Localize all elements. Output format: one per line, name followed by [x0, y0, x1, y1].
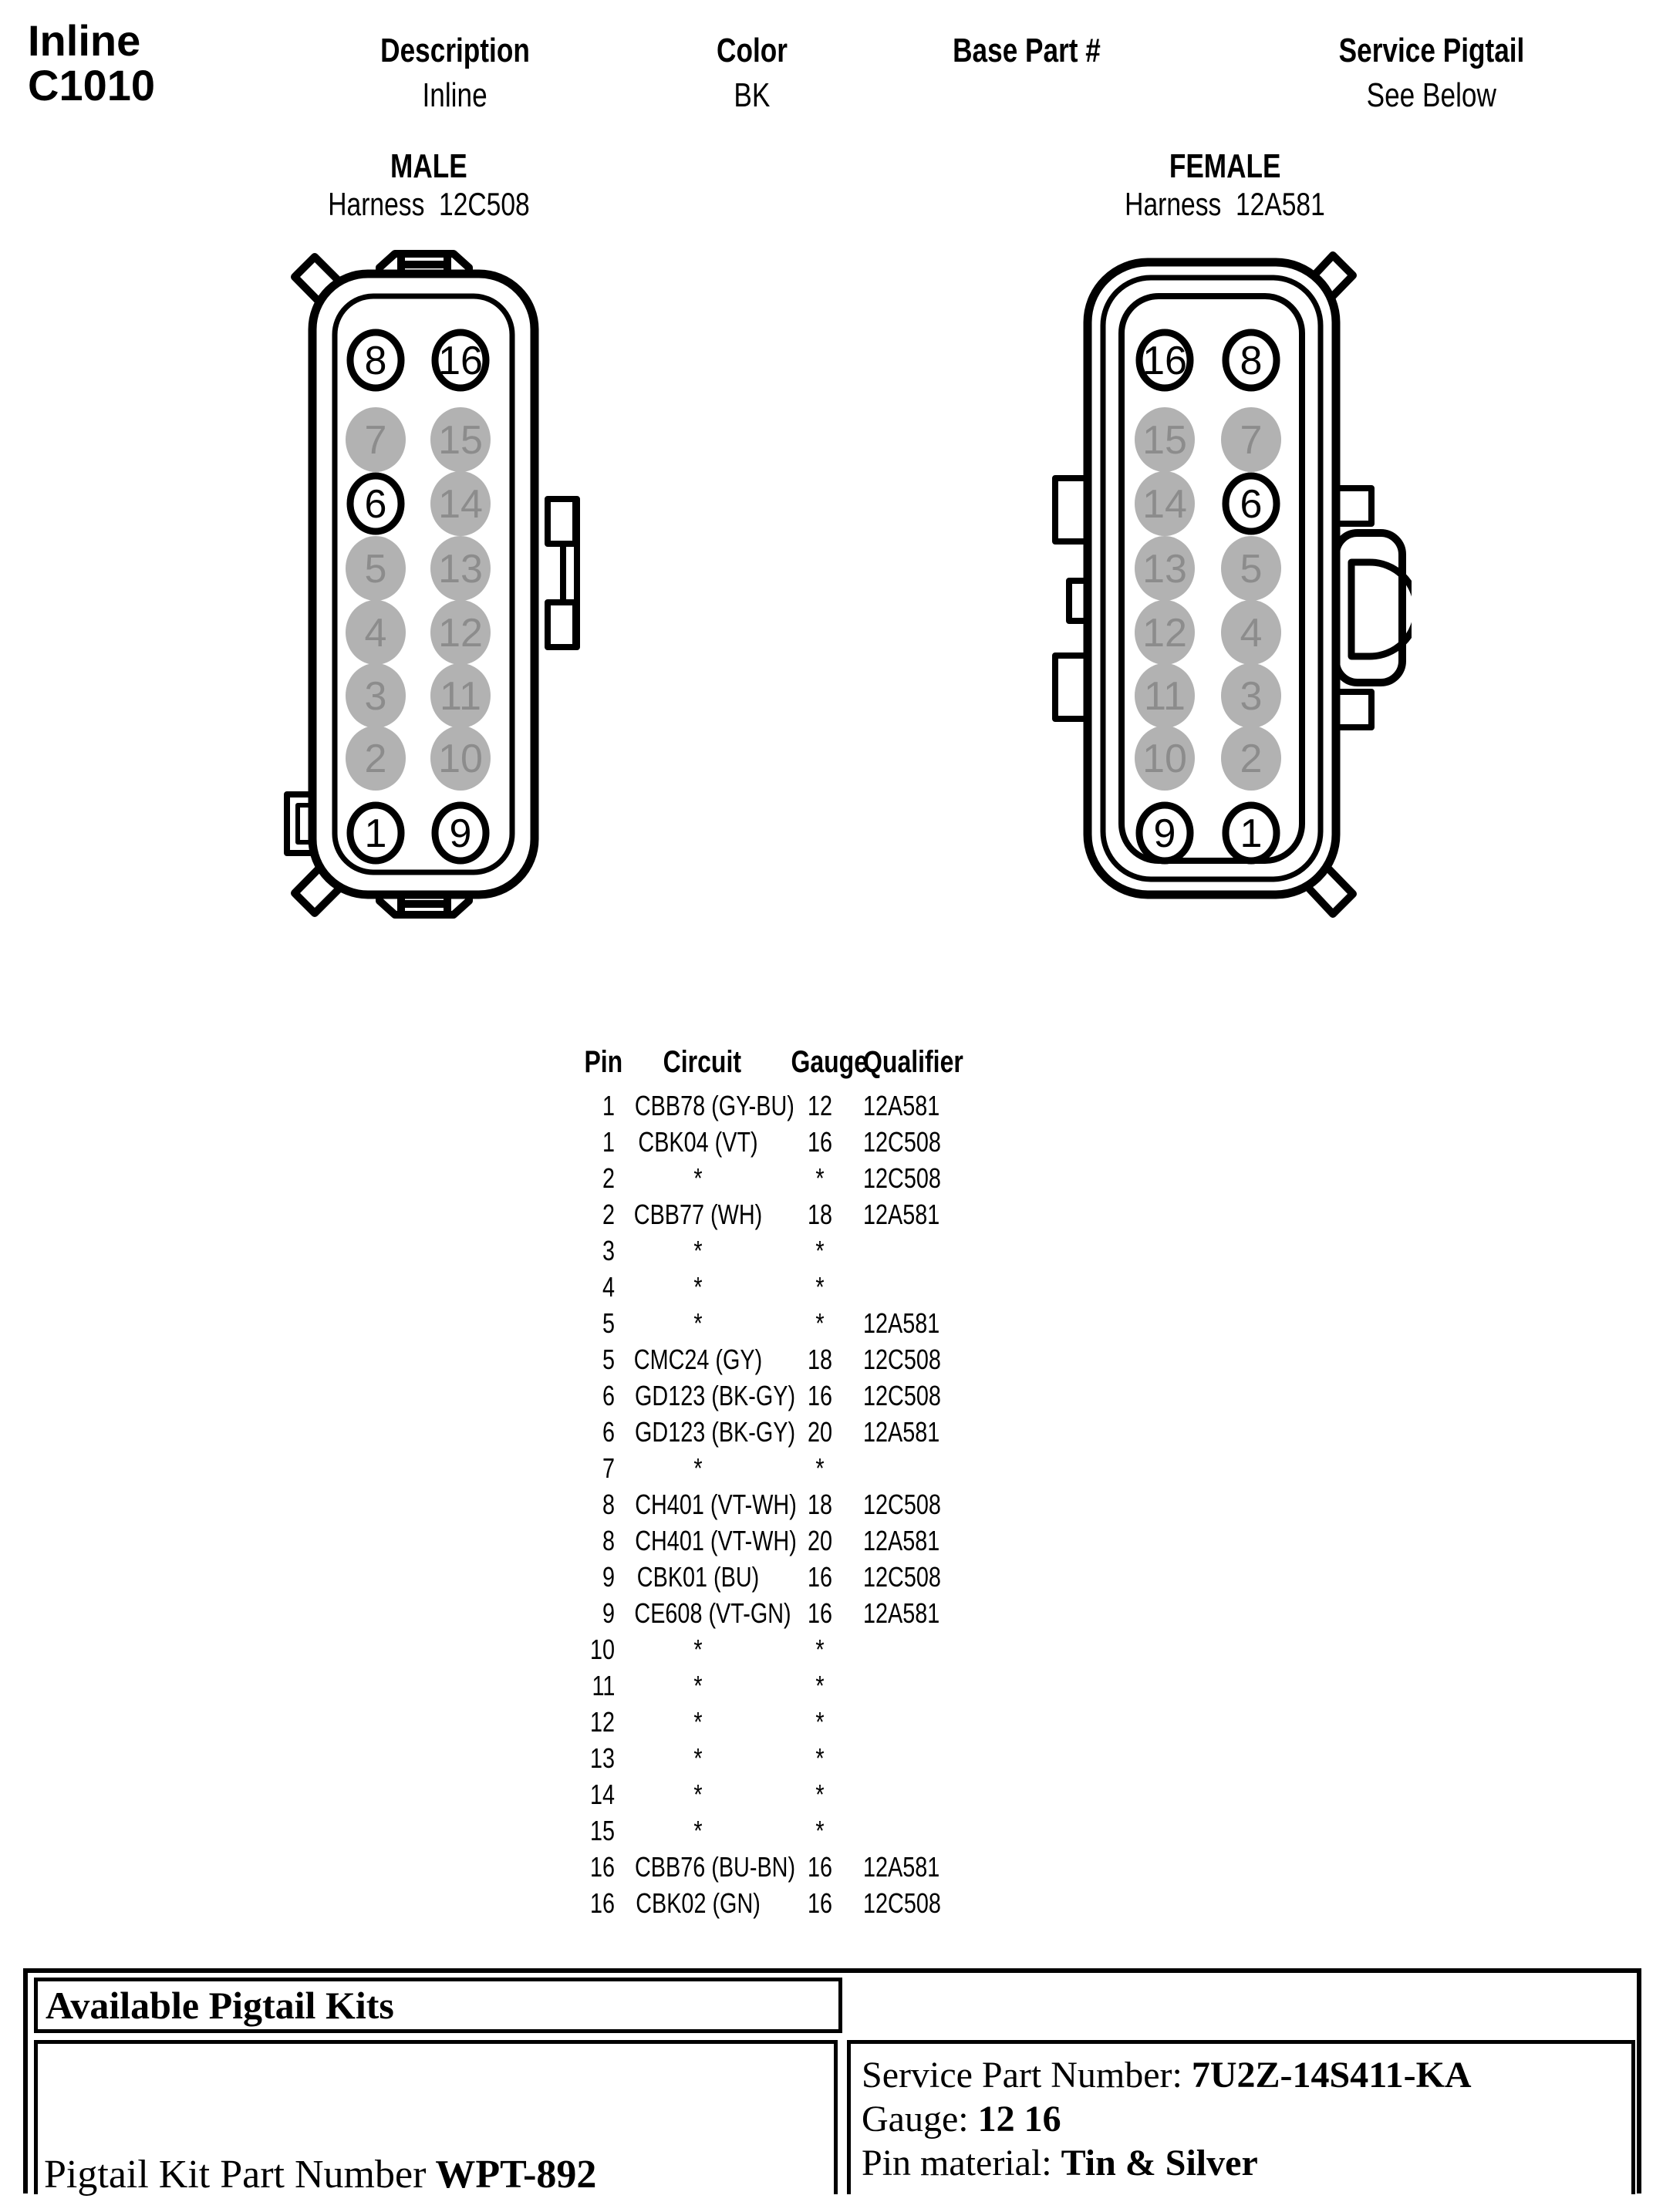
pin-number-8: 8: [1240, 339, 1263, 384]
table-row: [571, 1414, 1033, 1450]
cell-circuit: *: [693, 1742, 703, 1774]
pin-number-15: 15: [1142, 418, 1187, 464]
table-row: [571, 1595, 1033, 1631]
cell-gauge: 18: [807, 1198, 833, 1230]
service-pigtail-label: Service Pigtail: [1338, 32, 1525, 69]
cell-qualifier: [858, 1634, 1033, 1666]
page-title: [28, 16, 156, 110]
female-side-step-lower: [1336, 692, 1371, 727]
cell-qualifier: 12C508: [863, 1560, 941, 1593]
cell-pin: 8: [602, 1488, 615, 1520]
cell-circuit: *: [693, 1270, 703, 1303]
cell-qualifier: 12A581: [863, 1089, 940, 1121]
male-heading: [303, 148, 555, 222]
cell-qualifier: 12C508: [863, 1379, 941, 1411]
cell-circuit: GD123 (BK-GY): [635, 1379, 796, 1411]
pin-number-10: 10: [1142, 737, 1187, 782]
table-row: [571, 1849, 1033, 1885]
cell-gauge: 20: [807, 1524, 833, 1556]
cell-gauge: *: [815, 1452, 825, 1484]
cell-circuit: CBB76 (BU-BN): [635, 1850, 796, 1883]
pin-number-5: 5: [364, 547, 387, 592]
cell-qualifier: [858, 1706, 1033, 1738]
cell-pin: 15: [589, 1814, 615, 1846]
pigtail-kits-header: Available Pigtail Kits: [46, 1984, 394, 2027]
table-row: [571, 1087, 1033, 1124]
pin-number-4: 4: [364, 611, 387, 656]
base-part-value: [934, 76, 1119, 116]
pin-number-11: 11: [440, 674, 481, 720]
male-side-tab-right-upper: [548, 499, 575, 544]
cell-qualifier: [858, 1742, 1033, 1775]
cell-circuit: CMC24 (GY): [633, 1343, 763, 1375]
table-row: [571, 1885, 1033, 1921]
cell-qualifier: 12C508: [863, 1887, 941, 1919]
cell-pin: 6: [602, 1415, 615, 1448]
pin-number-1: 1: [364, 811, 387, 857]
cell-circuit: CE608 (VT-GN): [634, 1597, 791, 1629]
cell-pin: 6: [602, 1379, 615, 1411]
header-qualifier: Qualifier: [863, 1044, 963, 1079]
connector-number: C1010: [28, 61, 156, 110]
info-column-color: [708, 31, 797, 116]
cell-gauge: *: [815, 1778, 825, 1810]
service-part-number-line: [862, 2053, 1631, 2097]
pin-number-9: 9: [1153, 811, 1176, 857]
table-row: [571, 1450, 1033, 1486]
table-row: [571, 1196, 1033, 1232]
cell-gauge: *: [815, 1162, 825, 1194]
table-row: [571, 1269, 1033, 1305]
pigtail-kit-line: [44, 2152, 596, 2197]
female-side-bracket: [1336, 533, 1402, 683]
cell-gauge: 16: [807, 1560, 833, 1593]
pin-number-2: 2: [1240, 737, 1263, 782]
pin-number-2: 2: [364, 737, 387, 782]
cell-qualifier: [858, 1452, 1033, 1485]
description-label: Description: [380, 32, 530, 69]
table-row: [571, 1522, 1033, 1559]
cell-circuit: GD123 (BK-GY): [635, 1415, 796, 1448]
gauge-label: Gauge:: [862, 2099, 969, 2140]
table-row: [571, 1160, 1033, 1196]
info-column-description: [362, 31, 548, 116]
table-row: [571, 1232, 1033, 1269]
pin-number-9: 9: [449, 811, 472, 857]
cell-circuit: CBK04 (VT): [638, 1125, 758, 1158]
cell-gauge: 16: [807, 1887, 833, 1919]
pin-number-16: 16: [438, 339, 483, 384]
pin-number-6: 6: [1240, 482, 1263, 528]
male-side-tab-right-lower: [548, 602, 575, 647]
pin-number-12: 12: [438, 611, 483, 656]
cell-pin: 2: [602, 1198, 615, 1230]
pin-number-1: 1: [1240, 811, 1263, 857]
pin-number-12: 12: [1142, 611, 1187, 656]
cell-circuit: CBB77 (WH): [633, 1198, 763, 1230]
cell-pin: 9: [602, 1560, 615, 1593]
female-connector-diagram: [1041, 235, 1412, 937]
table-row: [571, 1559, 1033, 1595]
cell-pin: 8: [602, 1524, 615, 1556]
table-row: [571, 1341, 1033, 1377]
cell-qualifier: [858, 1815, 1033, 1847]
cell-circuit: CH401 (VT-WH): [635, 1488, 797, 1520]
table-row: [571, 1377, 1033, 1414]
cell-pin: 7: [602, 1452, 615, 1484]
cell-circuit: *: [693, 1814, 703, 1846]
info-column-service-pigtail: [1316, 31, 1548, 116]
table-row: [571, 1124, 1033, 1160]
cell-pin: 2: [602, 1162, 615, 1194]
male-gender-label: MALE: [390, 147, 467, 185]
female-harness-label: Harness 12A581: [1125, 186, 1325, 222]
cell-qualifier: 12C508: [863, 1125, 941, 1158]
female-heading: [1100, 148, 1351, 222]
header-gauge: Gauge: [791, 1044, 869, 1079]
table-row: [571, 1305, 1033, 1341]
cell-qualifier: [858, 1271, 1033, 1303]
cell-gauge: 18: [807, 1488, 833, 1520]
male-harness-label: Harness 12C508: [328, 186, 530, 222]
pin-table: [571, 1087, 1033, 1921]
cell-circuit: CH401 (VT-WH): [635, 1524, 797, 1556]
table-row: [571, 1776, 1033, 1812]
info-column-base-part: [934, 31, 1119, 116]
cell-gauge: *: [815, 1705, 825, 1738]
cell-qualifier: 12A581: [863, 1198, 940, 1230]
table-row: [571, 1740, 1033, 1776]
cell-pin: 12: [589, 1705, 615, 1738]
cell-circuit: CBB78 (GY-BU): [634, 1089, 794, 1121]
cell-circuit: *: [693, 1307, 703, 1339]
cell-qualifier: 12A581: [863, 1850, 940, 1883]
cell-gauge: *: [815, 1633, 825, 1665]
pin-number-7: 7: [1240, 418, 1263, 464]
cell-circuit: *: [693, 1778, 703, 1810]
cell-qualifier: 12C508: [863, 1343, 941, 1375]
cell-pin: 1: [602, 1089, 615, 1121]
pin-number-13: 13: [1142, 547, 1187, 592]
color-label: Color: [717, 32, 788, 69]
cell-pin: 5: [602, 1307, 615, 1339]
cell-gauge: 12: [807, 1089, 833, 1121]
cell-qualifier: 12C508: [863, 1162, 941, 1194]
pin-number-10: 10: [438, 737, 483, 782]
cell-pin: 11: [592, 1669, 615, 1701]
service-part-number-value: 7U2Z-14S411-KA: [1191, 2055, 1472, 2096]
cell-circuit: *: [693, 1162, 703, 1194]
male-connector-diagram: [278, 235, 586, 937]
pin-number-7: 7: [364, 418, 387, 464]
female-shell-outline: [1088, 262, 1336, 895]
cell-pin: 16: [589, 1850, 615, 1883]
pin-number-14: 14: [1142, 482, 1187, 528]
description-value: Inline: [422, 76, 488, 114]
cell-gauge: *: [815, 1234, 825, 1266]
cell-pin: 14: [589, 1778, 615, 1810]
cell-pin: 5: [602, 1343, 615, 1375]
cell-pin: 9: [602, 1597, 615, 1629]
cell-circuit: *: [693, 1452, 703, 1484]
pin-material-line: [862, 2141, 1631, 2185]
pin-table-header: [571, 1043, 1033, 1081]
pigtail-kit-cell: [34, 2040, 838, 2197]
pin-material-label: Pin material:: [862, 2143, 1052, 2183]
pin-number-15: 15: [438, 418, 483, 464]
color-value: BK: [734, 76, 771, 114]
table-row: [571, 1631, 1033, 1667]
base-part-label: Base Part #: [953, 32, 1101, 69]
pin-number-16: 16: [1142, 339, 1187, 384]
cell-qualifier: 12C508: [863, 1488, 941, 1520]
table-row: [571, 1486, 1033, 1522]
pin-number-4: 4: [1240, 611, 1263, 656]
cell-pin: 13: [589, 1742, 615, 1774]
cell-gauge: *: [815, 1669, 825, 1701]
table-row: [571, 1704, 1033, 1740]
cell-qualifier: 12A581: [863, 1415, 940, 1448]
pin-number-5: 5: [1240, 547, 1263, 592]
pin-number-14: 14: [438, 482, 483, 528]
gauge-line: [862, 2097, 1631, 2141]
pin-number-3: 3: [1240, 674, 1263, 720]
cell-pin: 1: [602, 1125, 615, 1158]
cell-qualifier: [858, 1670, 1033, 1702]
cell-circuit: CBK01 (BU): [636, 1560, 760, 1593]
cell-gauge: 16: [807, 1597, 833, 1629]
cell-pin: 16: [589, 1887, 615, 1919]
cell-circuit: CBK02 (GN): [636, 1887, 761, 1919]
cell-circuit: *: [693, 1705, 703, 1738]
cell-circuit: *: [693, 1234, 703, 1266]
female-gender-label: FEMALE: [1169, 147, 1281, 185]
cell-gauge: 20: [807, 1415, 833, 1448]
cell-circuit: *: [693, 1633, 703, 1665]
pigtail-kits-header-box: [34, 1978, 842, 2033]
cell-gauge: *: [815, 1270, 825, 1303]
cell-gauge: 16: [807, 1125, 833, 1158]
header-circuit: Circuit: [663, 1044, 741, 1079]
header-pin: Pin: [584, 1044, 622, 1079]
table-row: [571, 1812, 1033, 1849]
cell-circuit: *: [693, 1669, 703, 1701]
pin-number-3: 3: [364, 674, 387, 720]
pin-number-6: 6: [364, 482, 387, 528]
cell-gauge: *: [815, 1814, 825, 1846]
cell-qualifier: 12A581: [863, 1307, 940, 1339]
cell-gauge: *: [815, 1307, 825, 1339]
cell-pin: 3: [602, 1234, 615, 1266]
service-part-cell: [847, 2040, 1635, 2194]
pigtail-kit-label: Pigtail Kit Part Number: [44, 2153, 427, 2197]
pin-number-8: 8: [364, 339, 387, 384]
cell-qualifier: [858, 1779, 1033, 1811]
cell-qualifier: [858, 1235, 1033, 1267]
cell-pin: 10: [589, 1633, 615, 1665]
cell-gauge: 16: [807, 1379, 833, 1411]
cell-gauge: 18: [807, 1343, 833, 1375]
cell-gauge: *: [815, 1742, 825, 1774]
service-pigtail-value: See Below: [1366, 76, 1497, 114]
male-body-outline: [312, 274, 535, 895]
pin-number-11: 11: [1144, 674, 1186, 720]
pin-material-value: Tin & Silver: [1061, 2143, 1258, 2183]
connector-type: Inline: [28, 16, 141, 65]
table-row: [571, 1667, 1033, 1704]
pigtail-kit-number: WPT-892: [435, 2153, 597, 2197]
female-side-step-upper: [1336, 488, 1371, 524]
gauge-value: 12 16: [977, 2099, 1061, 2140]
service-part-number-label: Service Part Number:: [862, 2055, 1182, 2096]
cell-gauge: 16: [807, 1850, 833, 1883]
pin-number-13: 13: [438, 547, 483, 592]
cell-qualifier: 12A581: [863, 1597, 940, 1629]
cell-qualifier: 12A581: [863, 1524, 940, 1556]
cell-pin: 4: [602, 1270, 615, 1303]
